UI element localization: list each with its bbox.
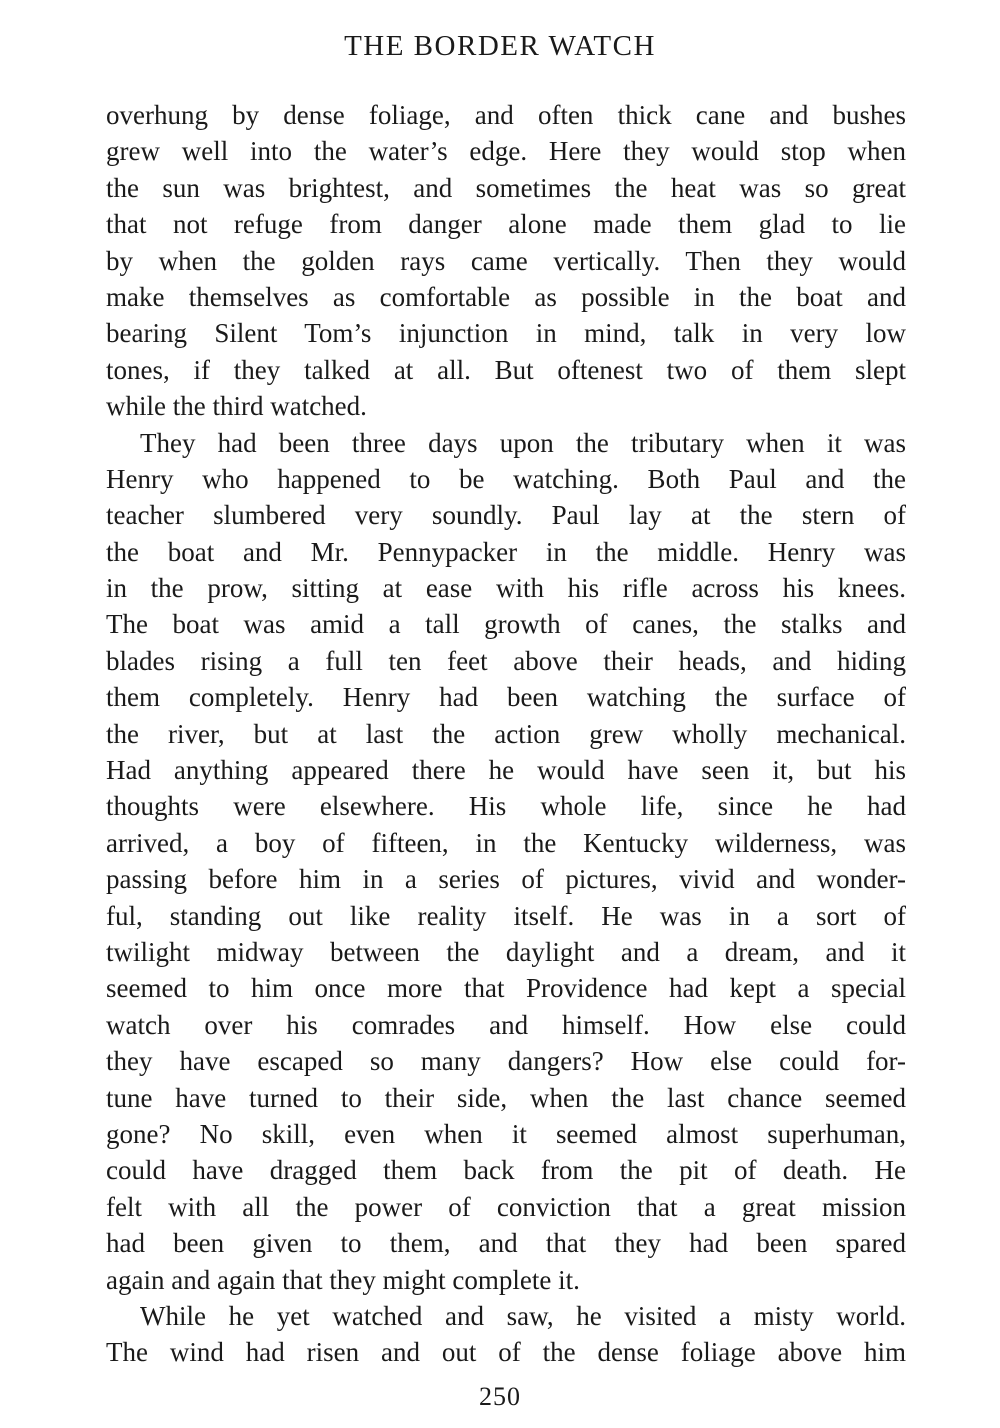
text-line: by when the golden rays came vertically. Then they would — [106, 245, 906, 276]
text-line: could have dragged them back from the pit of death. He — [106, 1155, 906, 1186]
text-line: while the third watched. — [106, 391, 367, 422]
text-line: The boat was amid a tall growth of canes, the stalks and — [106, 609, 906, 640]
text-line: Had anything appeared there he would have seen it, but his — [106, 755, 906, 786]
text-line: that not refuge from danger alone made them glad to lie — [106, 209, 906, 240]
text-line: grew well into the water’s edge. Here they would stop when — [106, 136, 906, 167]
text-line: passing before him in a series of pictures, vivid and wonder- — [106, 864, 906, 895]
page-number: 250 — [479, 1382, 521, 1411]
body-text — [106, 97, 906, 1371]
text-line: Henry who happened to be watching. Both Paul and the — [106, 463, 906, 494]
text-line: seemed to him once more that Providence had kept a special — [106, 973, 906, 1004]
text-line: watch over his comrades and himself. How else could — [106, 1009, 906, 1040]
text-line: had been given to them, and that they had been spared — [106, 1228, 906, 1259]
paragraph-2 — [106, 425, 906, 1298]
text-line: the sun was brightest, and sometimes the heat was so great — [106, 172, 906, 203]
text-line: again and again that they might complete it. — [106, 1264, 580, 1295]
text-line: in the prow, sitting at ease with his rifle across his knees. — [106, 573, 906, 604]
text-line: twilight midway between the daylight and a dream, and it — [106, 936, 906, 967]
text-line: they have escaped so many dangers? How else could for- — [106, 1046, 906, 1077]
text-line: arrived, a boy of fifteen, in the Kentucky wilderness, was — [106, 827, 906, 858]
text-line: make themselves as comfortable as possible in the boat and — [106, 281, 906, 312]
text-line: gone? No skill, even when it seemed almost superhuman, — [106, 1118, 906, 1149]
text-line: tones, if they talked at all. But oftenest two of them slept — [106, 354, 906, 385]
text-line: teacher slumbered very soundly. Paul lay at the stern of — [106, 500, 906, 531]
text-line: thoughts were elsewhere. His whole life, since he had — [106, 791, 906, 822]
text-line: blades rising a full ten feet above their heads, and hiding — [106, 645, 906, 676]
text-line: ful, standing out like reality itself. He was in a sort of — [106, 900, 906, 931]
text-line: felt with all the power of conviction that a great mission — [106, 1191, 906, 1222]
text-line: While he yet watched and saw, he visited a misty world. — [140, 1300, 906, 1331]
text-line: them completely. Henry had been watching the surface of — [106, 682, 906, 713]
paragraph-3 — [106, 1298, 906, 1371]
text-line: The wind had risen and out of the dense foliage above him — [106, 1337, 906, 1368]
text-line: overhung by dense foliage, and often thick cane and bushes — [106, 100, 906, 130]
running-title: THE BORDER WATCH — [344, 30, 656, 62]
paragraph-1 — [106, 97, 906, 425]
text-line: the boat and Mr. Pennypacker in the middle. Henry was — [106, 536, 906, 567]
text-line: tune have turned to their side, when the last chance seemed — [106, 1082, 906, 1113]
text-line: the river, but at last the action grew wholly mechanical. — [106, 718, 906, 749]
text-line: They had been three days upon the tributary when it was — [140, 427, 906, 458]
text-line: bearing Silent Tom’s injunction in mind, talk in very low — [106, 318, 906, 349]
